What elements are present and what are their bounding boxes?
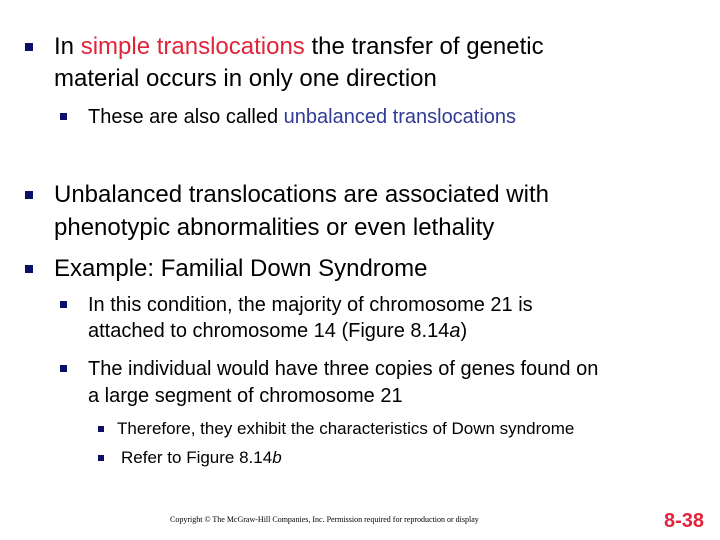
- bullet-line: phenotypic abnormalities or even lethality: [54, 214, 495, 241]
- bullet-line: Example: Familial Down Syndrome: [54, 255, 428, 282]
- text-segment: Refer to Figure 8.14: [121, 448, 273, 467]
- sub-bullet-line: In this condition, the majority of chromosome 21 is: [88, 294, 533, 316]
- italic-figure-ref: b: [272, 448, 282, 467]
- bullet-line: material occurs in only one direction: [54, 65, 437, 92]
- bullet-simple-translocations: [54, 32, 544, 61]
- copyright-footer: Copyright © The McGraw-Hill Companies, Inc. Permission required for reproduction or display: [170, 515, 479, 524]
- text-segment: the transfer of genetic: [304, 33, 544, 60]
- sub-bullet-marker: [60, 113, 67, 120]
- sub-bullet-unbalanced: [88, 104, 516, 130]
- sub-sub-bullet-line: [121, 447, 282, 469]
- sub-bullet-line: a large segment of chromosome 21: [88, 385, 403, 407]
- bullet-line: Unbalanced translocations are associated with: [54, 181, 549, 208]
- page-number: 8-38: [664, 510, 705, 532]
- italic-figure-ref: a: [449, 320, 461, 342]
- sub-bullet-line: The individual would have three copies of genes found on: [88, 358, 599, 380]
- highlight-term: unbalanced translocations: [283, 106, 517, 128]
- highlight-term: simple translocations: [80, 33, 305, 60]
- text-segment: ): [460, 320, 468, 342]
- bullet-marker: [25, 191, 33, 199]
- sub-bullet-marker: [60, 365, 67, 372]
- sub-sub-bullet-marker: [98, 455, 104, 461]
- text-segment: attached to chromosome 14 (Figure 8.14: [88, 320, 450, 342]
- sub-sub-bullet-line: Therefore, they exhibit the characteristics of Down syndrome: [117, 419, 575, 438]
- sub-bullet-marker: [60, 301, 67, 308]
- bullet-marker: [25, 43, 33, 51]
- sub-sub-bullet-marker: [98, 426, 104, 432]
- bullet-marker: [25, 265, 33, 273]
- text-segment: These are also called: [88, 106, 284, 128]
- text-segment: In: [54, 33, 81, 60]
- sub-bullet-line: [88, 318, 467, 344]
